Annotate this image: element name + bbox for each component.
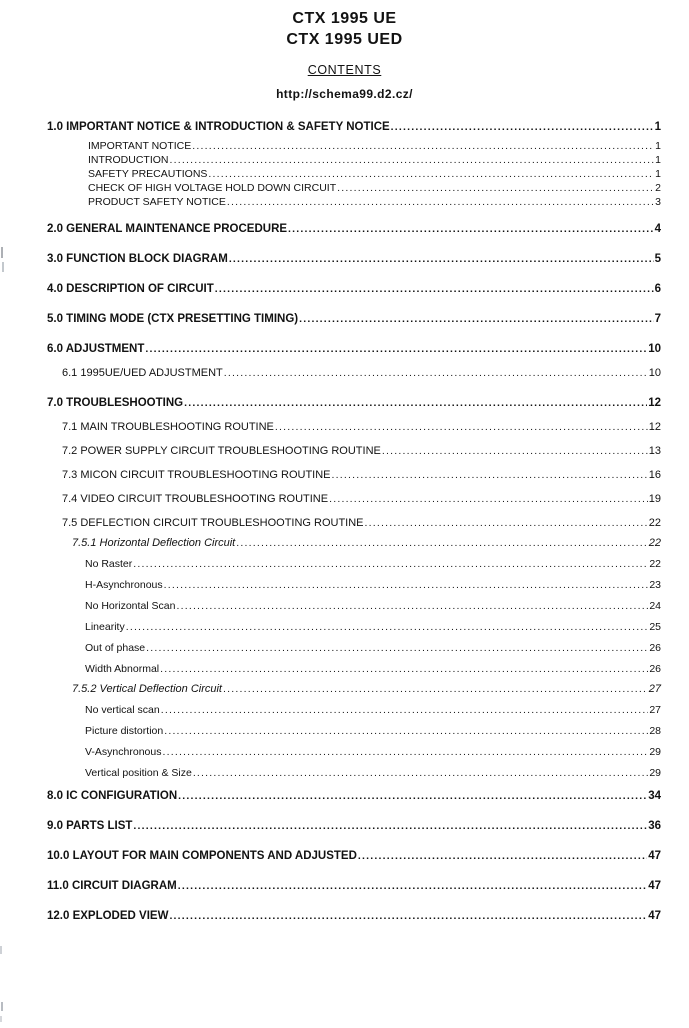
toc-leader-dots	[215, 282, 654, 296]
toc-entry-label: 7.5.1 Horizontal Deflection Circuit	[72, 537, 236, 549]
toc-entry-page: 26	[649, 663, 661, 675]
toc-entry-label: 1.0 IMPORTANT NOTICE & INTRODUCTION & SAFETY NOTICE	[47, 121, 390, 133]
toc-leader-dots	[133, 557, 648, 571]
toc-leader-dots	[223, 682, 648, 696]
toc-entry-label: Width Abnormal	[85, 663, 160, 675]
toc-entry	[47, 420, 661, 434]
toc-entry-page: 26	[649, 642, 661, 654]
toc-entry-label: 8.0 IC CONFIGURATION	[47, 790, 178, 802]
toc-leader-dots	[169, 909, 647, 923]
toc-entry-label: 5.0 TIMING MODE (CTX PRESETTING TIMING)	[47, 313, 299, 325]
toc-entry	[47, 536, 661, 550]
toc-entry-label: CHECK OF HIGH VOLTAGE HOLD DOWN CIRCUIT	[88, 182, 337, 194]
toc-entry-label: Out of phase	[85, 642, 146, 654]
toc-entry-page: 29	[649, 746, 661, 758]
toc-entry	[47, 282, 661, 296]
toc-entry	[47, 167, 661, 181]
toc-entry	[47, 620, 661, 634]
toc-entry	[47, 879, 661, 893]
toc-entry-label: 4.0 DESCRIPTION OF CIRCUIT	[47, 283, 214, 295]
model-title-line1: CTX 1995 UE	[292, 10, 397, 27]
toc-leader-dots	[337, 181, 654, 195]
toc-entry	[47, 819, 661, 833]
toc-entry-page: 1	[655, 140, 661, 152]
toc-entry-label: 7.1 MAIN TROUBLESHOOTING ROUTINE	[62, 421, 274, 433]
toc-entry-page: 3	[655, 196, 661, 208]
toc-entry	[47, 396, 661, 410]
toc-entry-page: 12	[648, 397, 661, 409]
toc-leader-dots	[162, 745, 648, 759]
toc-entry	[47, 342, 661, 356]
toc-entry	[47, 599, 661, 613]
toc-entry-page: 22	[648, 517, 661, 529]
toc-entry-page: 29	[649, 767, 661, 779]
toc-entry-page: 5	[654, 253, 661, 265]
contents-heading: CONTENTS	[307, 63, 382, 77]
scan-artifact	[1, 1002, 3, 1011]
toc-entry-page: 25	[649, 621, 661, 633]
toc-entry	[47, 444, 661, 458]
toc-leader-dots	[391, 120, 654, 134]
toc-entry-label: Vertical position & Size	[85, 767, 192, 779]
toc-leader-dots	[178, 789, 647, 803]
toc-leader-dots	[365, 516, 648, 530]
model-title-line2: CTX 1995 UED	[286, 31, 403, 48]
toc-entry-page: 27	[649, 704, 661, 716]
toc-entry-label: 7.4 VIDEO CIRCUIT TROUBLESHOOTING ROUTINE	[62, 493, 329, 505]
toc-entry-label: 6.1 1995UE/UED ADJUSTMENT	[62, 367, 223, 379]
toc-entry-label: PRODUCT SAFETY NOTICE	[88, 196, 226, 208]
toc-entry-page: 27	[648, 683, 661, 695]
toc-entry-page: 6	[654, 283, 661, 295]
toc-entry-label: 7.5.2 Vertical Deflection Circuit	[72, 683, 222, 695]
toc-leader-dots	[236, 536, 648, 550]
toc-entry-page: 12	[648, 421, 661, 433]
toc-entry-page: 13	[648, 445, 661, 457]
toc-entry-page: 1	[655, 168, 661, 180]
toc-leader-dots	[288, 222, 654, 236]
toc-entry-label: SAFETY PRECAUTIONS	[88, 168, 208, 180]
toc-entry	[47, 492, 661, 506]
toc-entry	[47, 516, 661, 530]
toc-leader-dots	[164, 724, 648, 738]
toc-entry	[47, 468, 661, 482]
toc-entry-label: No vertical scan	[85, 704, 160, 716]
toc-leader-dots	[133, 819, 647, 833]
toc-entry	[47, 724, 661, 738]
scan-artifact	[2, 262, 4, 272]
toc-entry-label: H-Asynchronous	[85, 579, 163, 591]
toc-entry	[47, 181, 661, 195]
toc-entry-page: 24	[649, 600, 661, 612]
toc-list	[47, 120, 661, 923]
toc-entry	[47, 578, 661, 592]
toc-entry-page: 47	[648, 880, 661, 892]
toc-entry-label: 11.0 CIRCUIT DIAGRAM	[47, 880, 177, 892]
scan-artifact	[1, 247, 3, 258]
toc-entry-label: 2.0 GENERAL MAINTENANCE PROCEDURE	[47, 223, 288, 235]
toc-entry	[47, 366, 661, 380]
toc-entry-label: 6.0 ADJUSTMENT	[47, 343, 145, 355]
toc-leader-dots	[192, 139, 654, 153]
toc-entry	[47, 766, 661, 780]
toc-entry-label: 7.0 TROUBLESHOOTING	[47, 397, 184, 409]
toc-entry-page: 47	[648, 910, 661, 922]
toc-leader-dots	[161, 703, 649, 717]
toc-entry	[47, 745, 661, 759]
toc-entry-page: 23	[649, 579, 661, 591]
toc-leader-dots	[227, 195, 654, 209]
toc-leader-dots	[193, 766, 649, 780]
toc-entry	[47, 153, 661, 167]
toc-leader-dots	[176, 599, 648, 613]
toc-leader-dots	[208, 167, 654, 181]
toc-leader-dots	[224, 366, 648, 380]
toc-leader-dots	[170, 153, 655, 167]
toc-entry-label: INTRODUCTION	[88, 154, 169, 166]
toc-leader-dots	[332, 468, 648, 482]
toc-entry	[47, 557, 661, 571]
toc-leader-dots	[126, 620, 649, 634]
toc-entry-label: 9.0 PARTS LIST	[47, 820, 133, 832]
toc-entry	[47, 849, 661, 863]
toc-leader-dots	[329, 492, 648, 506]
toc-entry-page: 1	[654, 121, 661, 133]
scan-artifact	[0, 946, 2, 954]
toc-entry-label: 10.0 LAYOUT FOR MAIN COMPONENTS AND ADJUSTED	[47, 850, 357, 862]
toc-entry-page: 16	[648, 469, 661, 481]
toc-leader-dots	[275, 420, 648, 434]
toc-entry-label: No Raster	[85, 558, 133, 570]
toc-entry-page: 28	[649, 725, 661, 737]
scan-artifact	[0, 1016, 2, 1022]
toc-entry-page: 1	[655, 154, 661, 166]
document-url: http://schema99.d2.cz/	[276, 87, 413, 101]
toc-entry-label: 12.0 EXPLODED VIEW	[47, 910, 169, 922]
toc-entry	[47, 252, 661, 266]
toc-leader-dots	[160, 662, 648, 676]
toc-entry	[47, 120, 661, 134]
toc-leader-dots	[178, 879, 647, 893]
toc-entry	[47, 195, 661, 209]
toc-leader-dots	[358, 849, 647, 863]
toc-entry-label: Picture distortion	[85, 725, 164, 737]
toc-entry-page: 10	[648, 367, 661, 379]
toc-entry-page: 22	[648, 537, 661, 549]
toc-entry-label: No Horizontal Scan	[85, 600, 176, 612]
toc-entry-page: 22	[649, 558, 661, 570]
toc-leader-dots	[299, 312, 654, 326]
toc-entry	[47, 222, 661, 236]
toc-entry	[47, 312, 661, 326]
toc-leader-dots	[382, 444, 648, 458]
toc-entry-label: V-Asynchronous	[85, 746, 162, 758]
toc-entry-page: 7	[654, 313, 661, 325]
toc-entry	[47, 703, 661, 717]
toc-entry-page: 34	[648, 790, 661, 802]
toc-entry-label: 7.5 DEFLECTION CIRCUIT TROUBLESHOOTING ROUTINE	[62, 517, 364, 529]
toc-entry-label: 7.3 MICON CIRCUIT TROUBLESHOOTING ROUTINE	[62, 469, 331, 481]
toc-entry	[47, 909, 661, 923]
toc-leader-dots	[184, 396, 647, 410]
toc-entry-label: IMPORTANT NOTICE	[88, 140, 192, 152]
toc-entry	[47, 662, 661, 676]
toc-entry-label: 3.0 FUNCTION BLOCK DIAGRAM	[47, 253, 228, 265]
toc-leader-dots	[146, 641, 648, 655]
toc-entry-page: 47	[648, 850, 661, 862]
toc-entry	[47, 789, 661, 803]
toc-entry-label: Linearity	[85, 621, 125, 633]
toc-entry-page: 19	[648, 493, 661, 505]
toc-entry	[47, 139, 661, 153]
toc-entry	[47, 641, 661, 655]
toc-leader-dots	[145, 342, 647, 356]
toc-entry-page: 2	[655, 182, 661, 194]
toc-leader-dots	[229, 252, 654, 266]
toc-leader-dots	[164, 578, 649, 592]
toc-entry-label: 7.2 POWER SUPPLY CIRCUIT TROUBLESHOOTING ROUTINE	[62, 445, 381, 457]
toc-entry-page: 4	[654, 223, 661, 235]
toc-entry-page: 36	[648, 820, 661, 832]
toc-entry	[47, 682, 661, 696]
toc-entry-page: 10	[648, 343, 661, 355]
